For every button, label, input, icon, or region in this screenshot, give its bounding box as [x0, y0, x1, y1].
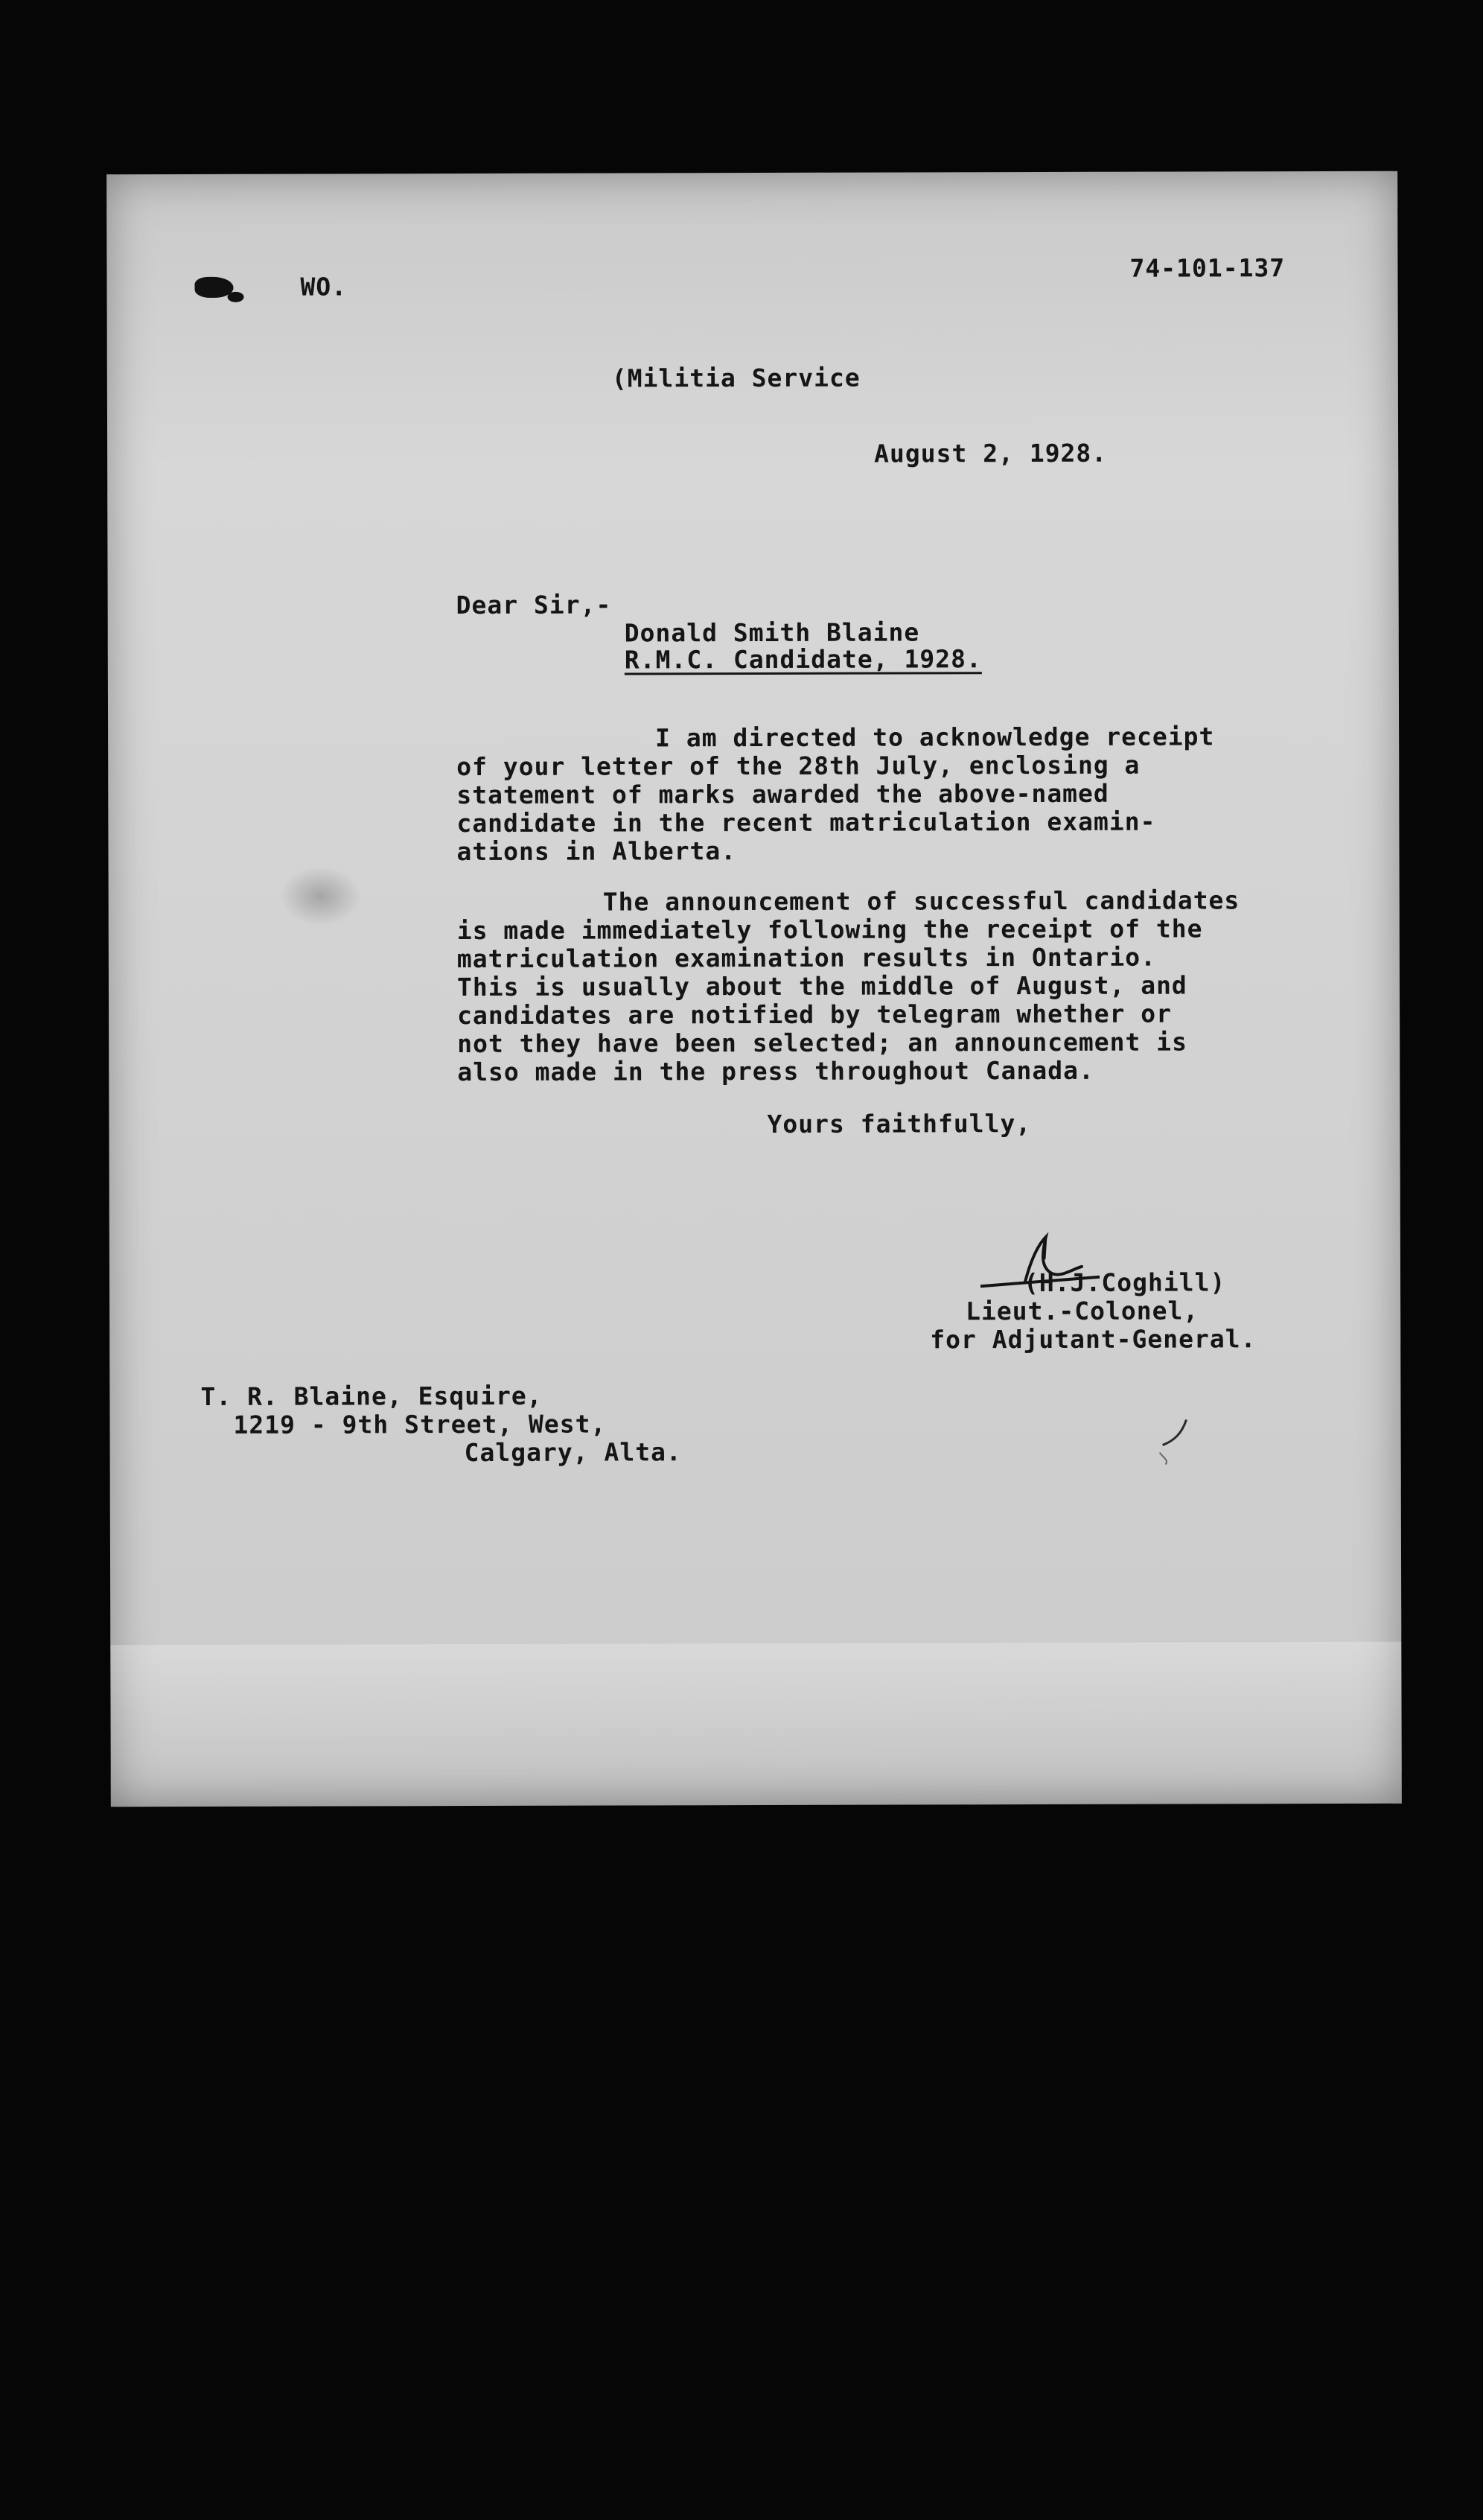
paragraph-1-line: statement of marks awarded the above-named [456, 778, 1109, 810]
paragraph-1-line: of your letter of the 28th July, enclosing a [456, 750, 1141, 782]
paragraph-1-line: candidate in the recent matriculation examin- [456, 806, 1156, 839]
paragraph-2-line: also made in the press throughout Canada. [457, 1055, 1094, 1087]
subject-name: Donald Smith Blaine [624, 617, 920, 648]
page-bottom-band [110, 1642, 1402, 1807]
file-ref-left: WO. [300, 272, 348, 302]
closing: Yours faithfully, [767, 1109, 1032, 1139]
paragraph-2-line: candidates are notified by telegram whether or [457, 999, 1173, 1031]
paragraph-2-line: This is usually about the middle of August, and [456, 970, 1187, 1002]
paragraph-2-line: The announcement of successful candidates [602, 885, 1240, 917]
salutation: Dear Sir,- [456, 590, 612, 620]
paper-smudge [280, 866, 362, 926]
recipient-line: 1219 - 9th Street, West, [233, 1409, 607, 1439]
subject-line: R.M.C. Candidate, 1928. [624, 644, 982, 675]
paragraph-2-line: matriculation examination results in Ontario. [456, 942, 1156, 974]
ink-blot-small [228, 292, 244, 302]
signatory-name: (H.J.Coghill) [1023, 1267, 1226, 1298]
pencil-mark [1152, 1415, 1197, 1467]
letter-date: August 2, 1928. [874, 438, 1108, 468]
signatory-for: for Adjutant-General. [930, 1324, 1257, 1355]
signatory-rank: Lieut.-Colonel, [966, 1296, 1199, 1326]
paragraph-1-line: I am directed to acknowledge receipt [655, 722, 1215, 753]
letter-page [106, 171, 1402, 1807]
paragraph-1-line: ations in Alberta. [456, 836, 737, 867]
recipient-line: T. R. Blaine, Esquire, [200, 1381, 543, 1411]
file-ref-right: 74-101-137 [1129, 253, 1286, 283]
paragraph-2-line: is made immediately following the receipt of the [456, 914, 1203, 946]
department-heading: (Militia Service [611, 363, 861, 393]
paragraph-2-line: not they have been selected; an announcement is [457, 1027, 1188, 1059]
recipient-line: Calgary, Alta. [464, 1437, 682, 1468]
